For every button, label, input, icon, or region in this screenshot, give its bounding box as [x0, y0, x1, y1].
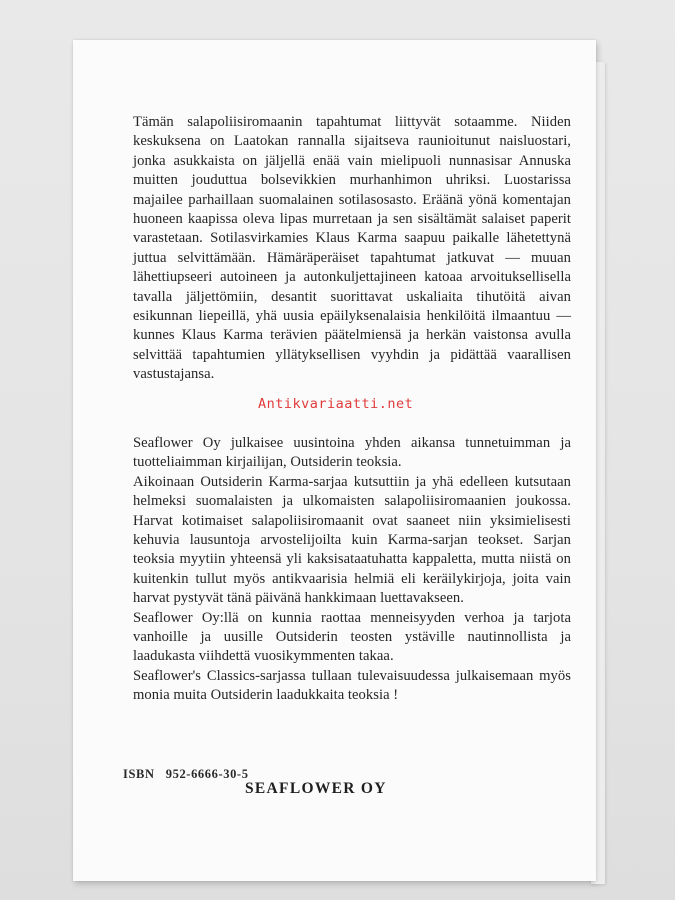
publisher-name: SEAFLOWER OY [245, 780, 387, 797]
synopsis-paragraph: Tämän salapoliisiromaanin tapahtumat liittyvät sotaamme. Niiden keskuksena on Laatokan rannalla sijaitseva raunioitunut naisluostari, jonka asukkaista on jäljellä enää vain mielipuoli nunnasisar Annuska muitten jouduttua bolsevikkien murhanhimon uhriksi. Luostarissa majailee parhaillaan suomalainen sotilasosasto. Eräänä yönä komentajan huoneen kaapissa oleva lipas murretaan ja sen sisältämät salaiset paperit varastetaan. Sotilasvirkamies Klaus Karma saapuu paikalle lähetettynä juttua selvittämään. Hämäräperäiset tapahtumat jatkuvat — muuan lähettiupseeri autoineen ja autonkuljettajineen katoaa arvoituksellisella tavalla jäljettömiin, desantit suorittavat uskaliaita tihutöitä aivan esikunnan liepeillä, yhä uusia epäilyksenalaisia henkilöitä ilmaantuu — kunnes Klaus Karma terävien päätelmiensä ja herkän vaistonsa avulla selvittää tapahtumien yllätyksellisen vyyhdin ja pidättää vaarallisen vastustajansa. [133, 114, 571, 383]
publisher-paragraph-1: Seaflower Oy julkaisee uusintoina yhden aikansa tunnetuimman ja tuotteliaimman kirjailijan, Outsiderin teoksia. [133, 435, 571, 471]
publisher-paragraph-2: Aikoinaan Outsiderin Karma-sarjaa kutsuttiin ja yhä edelleen kutsutaan helmeksi suomalaisten ja ulkomaisten salapoliisiromaanien joukossa. Harvat kotimaiset salapoliisiromaanit ovat saaneet niin yksimielisesti kehuvia lausuntoja arvostelijoilta kuin Karma-sarjan teokset. Sarjan teoksia myytiin yhteensä yli kaksisataatuhatta kappaletta, mutta niistä on kuitenkin tullut myös antikvaarisia helmiä eli keräilykirjoja, joita vain harvat pystyvät tänä päivänä hankkimaan luettavakseen. [133, 473, 571, 607]
synopsis-text [133, 113, 571, 385]
publisher-paragraph-4: Seaflower's Classics-sarjassa tullaan tulevaisuudessa julkaisemaan myös monia muita Outsiderin laadukkaita teoksia ! [133, 667, 571, 704]
publisher-text [133, 434, 571, 706]
publisher-paragraph-3: Seaflower Oy:llä on kunnia raottaa menneisyyden verhoa ja tarjota vanhoille ja uusille Outsiderin teosten ystäville nautinnollista ja laadukasta viihdettä vuosikymmenten takaa. [133, 609, 571, 665]
watermark-text: Antikvariaatti.net [258, 396, 414, 412]
isbn-label: ISBN 952-6666-30-5 [123, 767, 249, 781]
